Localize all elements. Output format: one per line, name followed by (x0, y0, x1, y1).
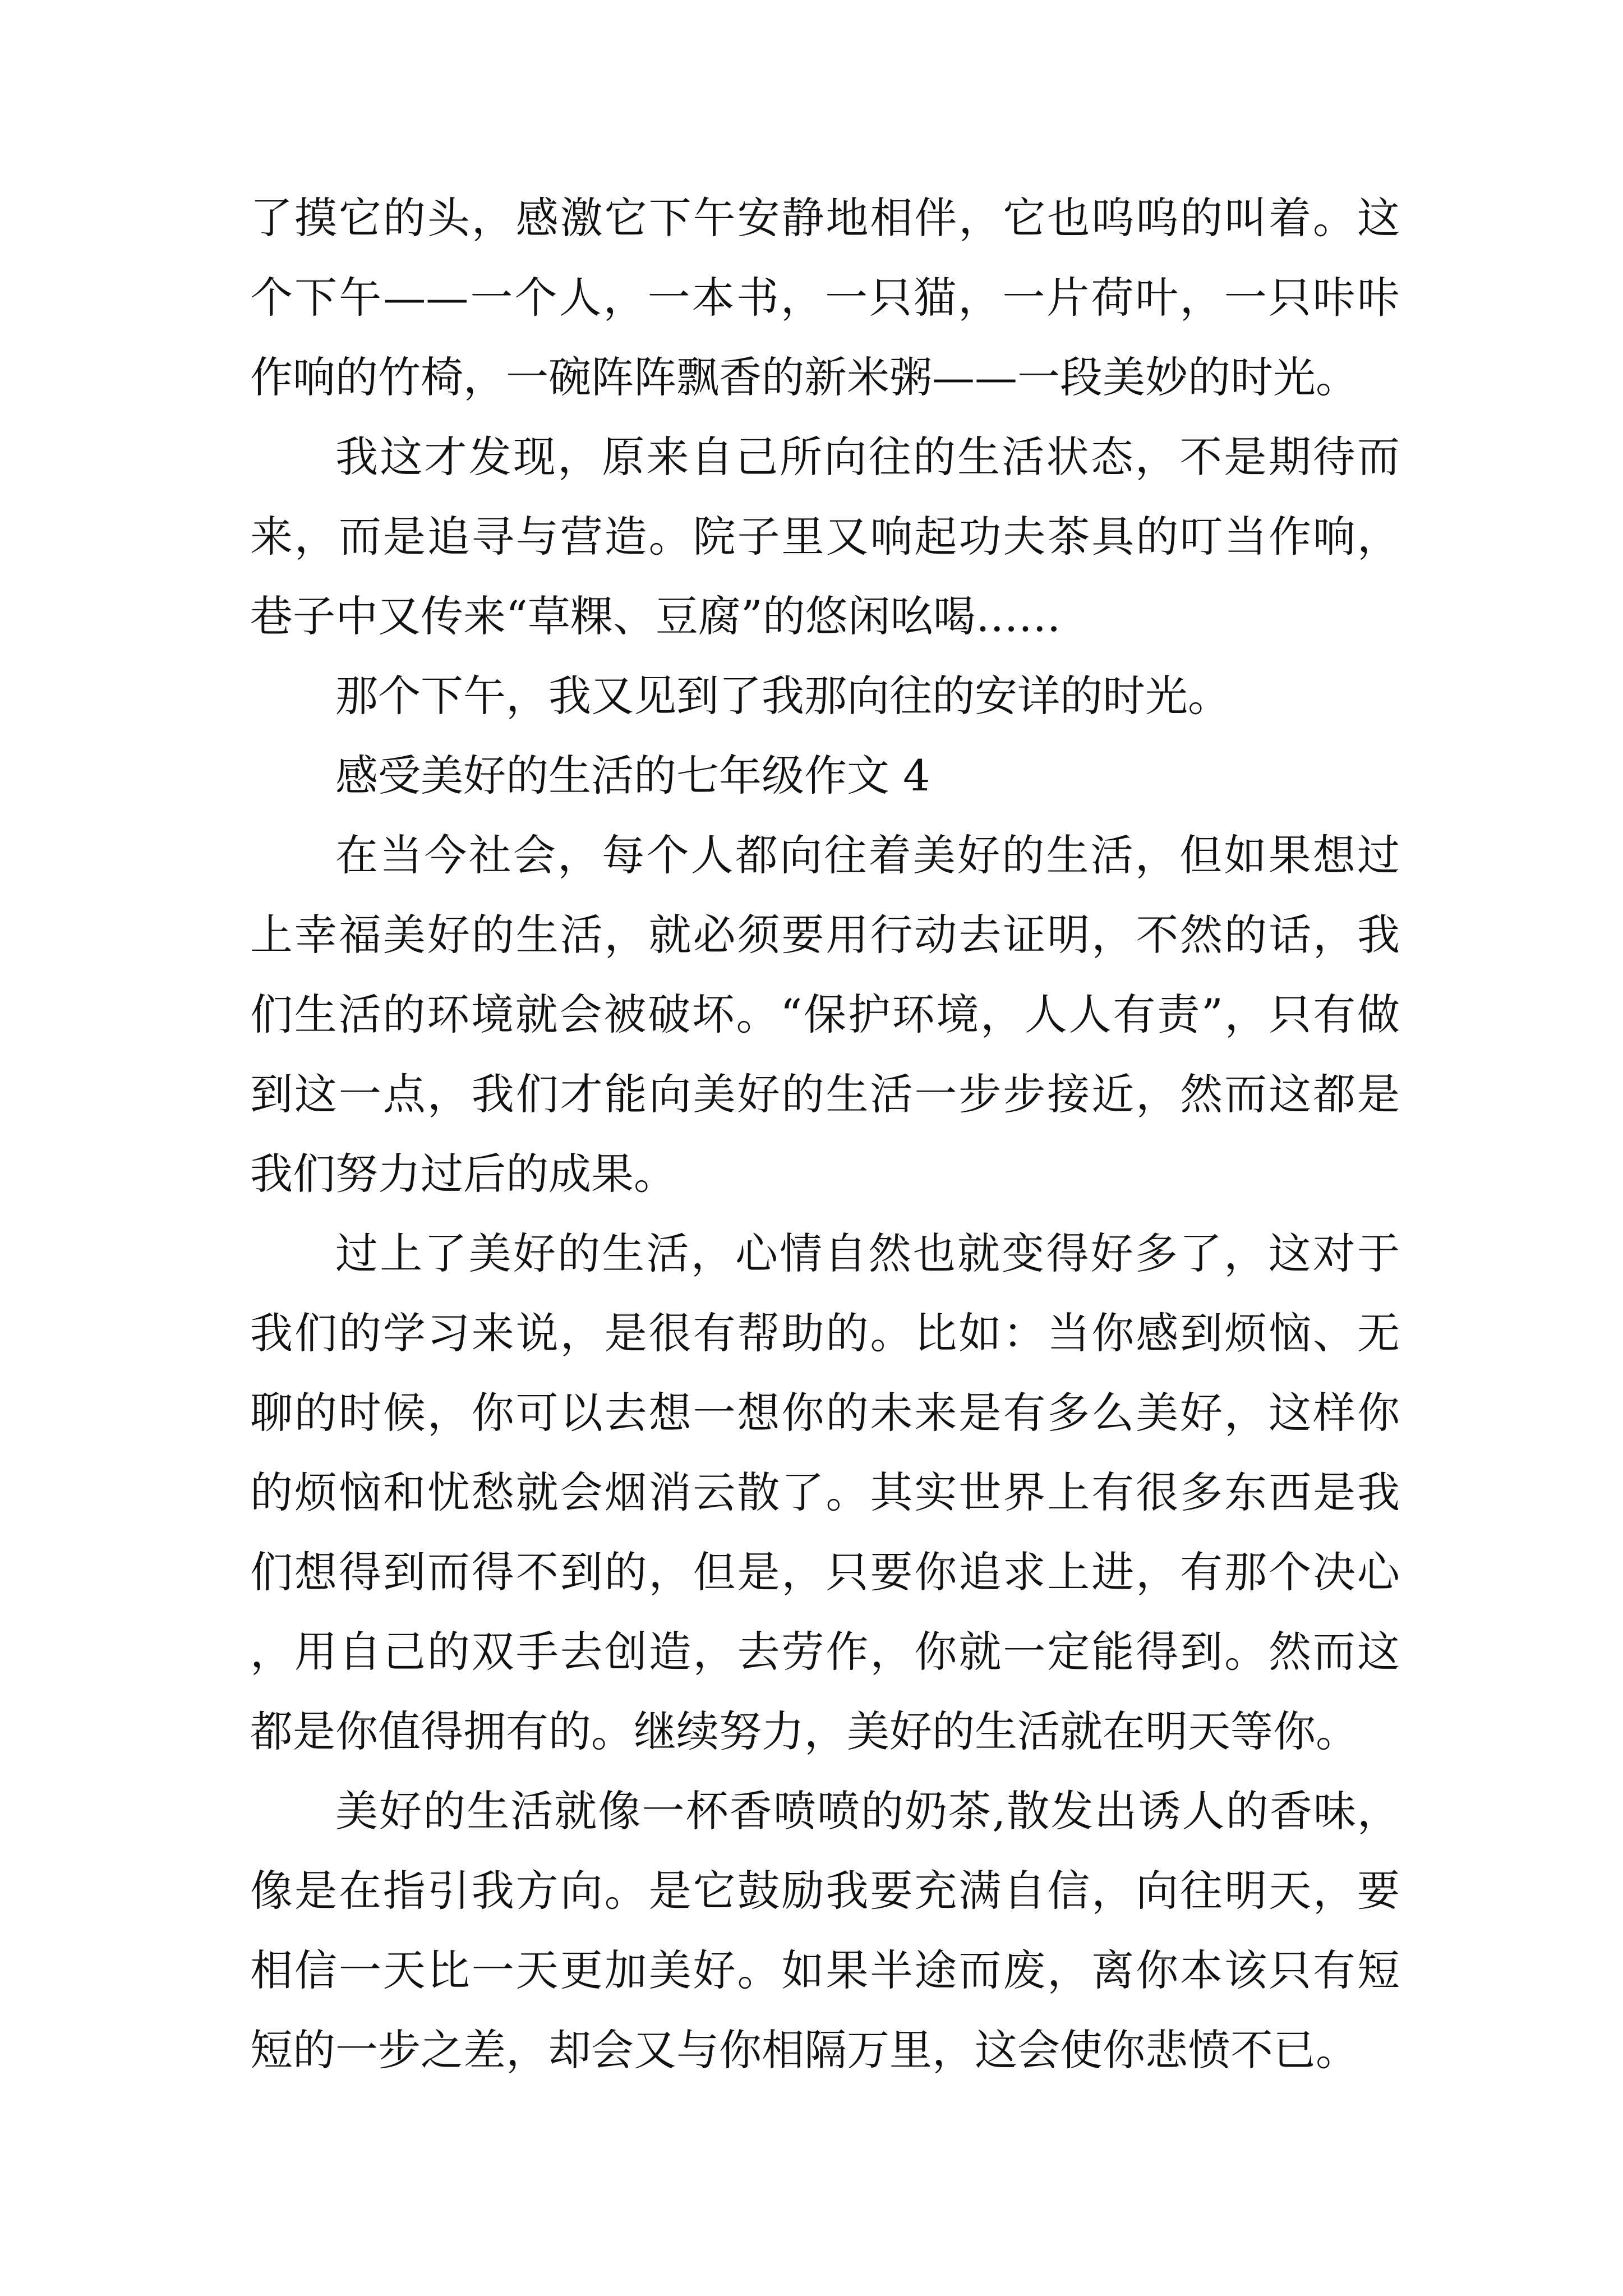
document-body (250, 178, 1400, 2090)
paragraph-continuation: 了摸它的头，感激它下午安静地相伴，它也呜呜的叫着。这个下午——一个人，一本书，一只猫，一片荷叶，一只咔咔作响的竹椅，一碗阵阵飘香的新米粥——一段美妙的时光。 (250, 193, 1400, 402)
essay-title: 感受美好的生活的七年级作文 4 (335, 751, 930, 800)
paragraph: 我这才发现，原来自己所向往的生活状态，不是期待而来，而是追寻与营造。院子里又响起功夫茶具的叮当作响，巷子中又传来“草粿、豆腐”的悠闲吆喝…… (250, 432, 1400, 641)
paragraph: 那个下午，我又见到了我那向往的安详的时光。 (335, 671, 1230, 721)
paragraph: 在当今社会，每个人都向往着美好的生活，但如果想过上幸福美好的生活，就必须要用行动去证明，不然的话，我们生活的环境就会被破坏。“保护环境，人人有责”，只有做到这一点，我们才能向美好的生活一步步接近，然而这都是我们努力过后的成果。 (250, 830, 1400, 1199)
paragraph: 美好的生活就像一杯香喷喷的奶茶,散发出诱人的香味，像是在指引我方向。是它鼓励我要充满自信，向往明天，要相信一天比一天更加美好。如果半途而废，离你本该只有短短的一步之差，却会又与你相隔万里，这会使你悲愤不已。 (250, 1786, 1400, 2075)
paragraph: 过上了美好的生活，心情自然也就变得好多了，这对于我们的学习来说，是很有帮助的。比如：当你感到烦恼、无聊的时候，你可以去想一想你的未来是有多么美好，这样你的烦恼和忧愁就会烟消云散了。其实世界上有很多东西是我们想得到而得不到的，但是，只要你追求上进，有那个决心，用自己的双手去创造，去劳作，你就一定能得到。然而这都是你值得拥有的。继续努力，美好的生活就在明天等你。 (250, 1228, 1400, 1756)
